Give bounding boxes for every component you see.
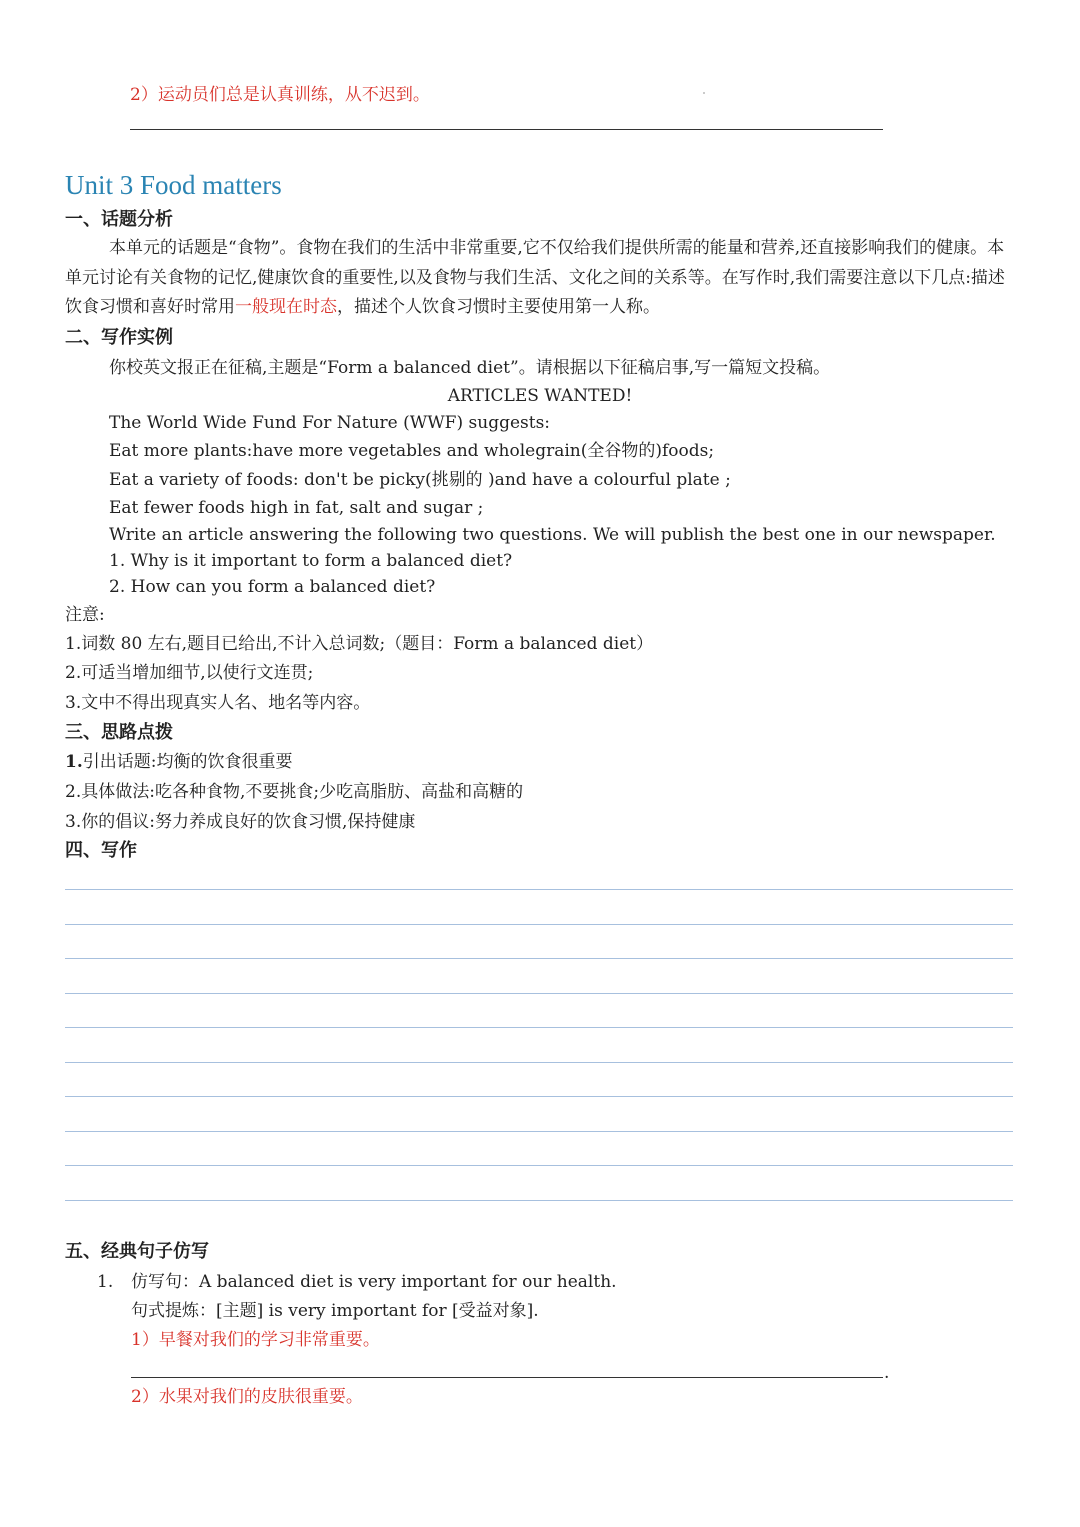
note-item: 3.文中不得出现真实人名、地名等内容。 (65, 693, 371, 713)
ad-line: The World Wide Fund For Nature (WWF) suggests: (109, 413, 551, 433)
topic-analysis-paragraph (65, 234, 1015, 323)
prev-exercise-sentence-2: 2）运动员们总是认真训练，从不迟到。 (130, 85, 430, 105)
writing-line[interactable] (65, 889, 1013, 890)
section-1-heading: 一、话题分析 (65, 209, 173, 230)
answer-line-period: . (884, 1363, 890, 1383)
task-intro: 你校英文报正在征稿,主题是“Form a balanced diet”。请根据以下征稿启事,写一篇短文投稿。 (109, 358, 831, 378)
hint-item-2: 2.具体做法:吃各种食物,不要挑食;少吃高脂肪、高盐和高糖的 (65, 782, 524, 802)
ad-line: Eat fewer foods high in fat, salt and sugar ; (109, 498, 484, 518)
ad-line: Eat more plants:have more vegetables and wholegrain(全谷物的)foods; (109, 441, 715, 461)
stray-dot (703, 92, 705, 94)
imitation-item-number: 1. (97, 1272, 114, 1292)
section-4-heading: 四、写作 (65, 840, 137, 861)
topic-paragraph-part-b: ，描述个人饮食习惯时主要使用第一人称。 (337, 297, 660, 317)
sentence-pattern: 句式提炼：[主题] is very important for [受益对象]. (131, 1301, 539, 1321)
ad-line: Eat a variety of foods: don't be picky(挑剔的 )and have a colourful plate ; (109, 470, 731, 490)
imitation-answer-line-1[interactable] (131, 1377, 883, 1378)
note-label: 注意: (65, 605, 105, 625)
section-5-heading: 五、经典句子仿写 (65, 1241, 209, 1262)
writing-line[interactable] (65, 958, 1013, 959)
writing-line[interactable] (65, 1165, 1013, 1166)
writing-line[interactable] (65, 924, 1013, 925)
topic-paragraph-part-a: 本单元的话题是“食物”。食物在我们的生活中非常重要,它不仅给我们提供所需的能量和营养,还直接影响我们的健康。本单元讨论有关食物的记忆,健康饮食的重要性,以及食物与我们生活、文化之间的关系等。在写作时,我们需要注意以下几点:描述饮食习惯和喜好时常用 (65, 238, 1005, 317)
prev-answer-line[interactable] (130, 129, 883, 130)
writing-line[interactable] (65, 1131, 1013, 1132)
hint-item-1 (65, 751, 292, 773)
hint-item-1-number: 1. (65, 752, 83, 772)
ad-title: ARTICLES WANTED! (447, 386, 633, 406)
writing-line[interactable] (65, 1096, 1013, 1097)
section-2-heading: 二、写作实例 (65, 327, 173, 348)
writing-line[interactable] (65, 993, 1013, 994)
imitation-exercise-1: 1）早餐对我们的学习非常重要。 (131, 1330, 380, 1350)
ad-question: 2. How can you form a balanced diet? (109, 577, 436, 597)
note-item: 1.词数 80 左右,题目已给出,不计入总词数;（题目：Form a balanced diet） (65, 634, 654, 654)
imitation-model-sentence: 仿写句：A balanced diet is very important for our health. (131, 1272, 617, 1292)
writing-line[interactable] (65, 1200, 1013, 1201)
writing-line[interactable] (65, 1027, 1013, 1028)
ad-line: Write an article answering the following two questions. We will publish the best one in our newspaper. (109, 525, 996, 545)
imitation-exercise-2: 2）水果对我们的皮肤很重要。 (131, 1387, 363, 1407)
tense-highlight: 一般现在时态 (235, 297, 337, 317)
section-3-heading: 三、思路点拨 (65, 722, 173, 743)
writing-line[interactable] (65, 1062, 1013, 1063)
unit-title: Unit 3 Food matters (65, 170, 282, 200)
hint-item-1-text: 引出话题:均衡的饮食很重要 (82, 752, 293, 772)
ad-question: 1. Why is it important to form a balanced diet? (109, 551, 513, 571)
hint-item-3: 3.你的倡议:努力养成良好的饮食习惯,保持健康 (65, 812, 416, 832)
note-item: 2.可适当增加细节,以使行文连贯; (65, 663, 314, 683)
